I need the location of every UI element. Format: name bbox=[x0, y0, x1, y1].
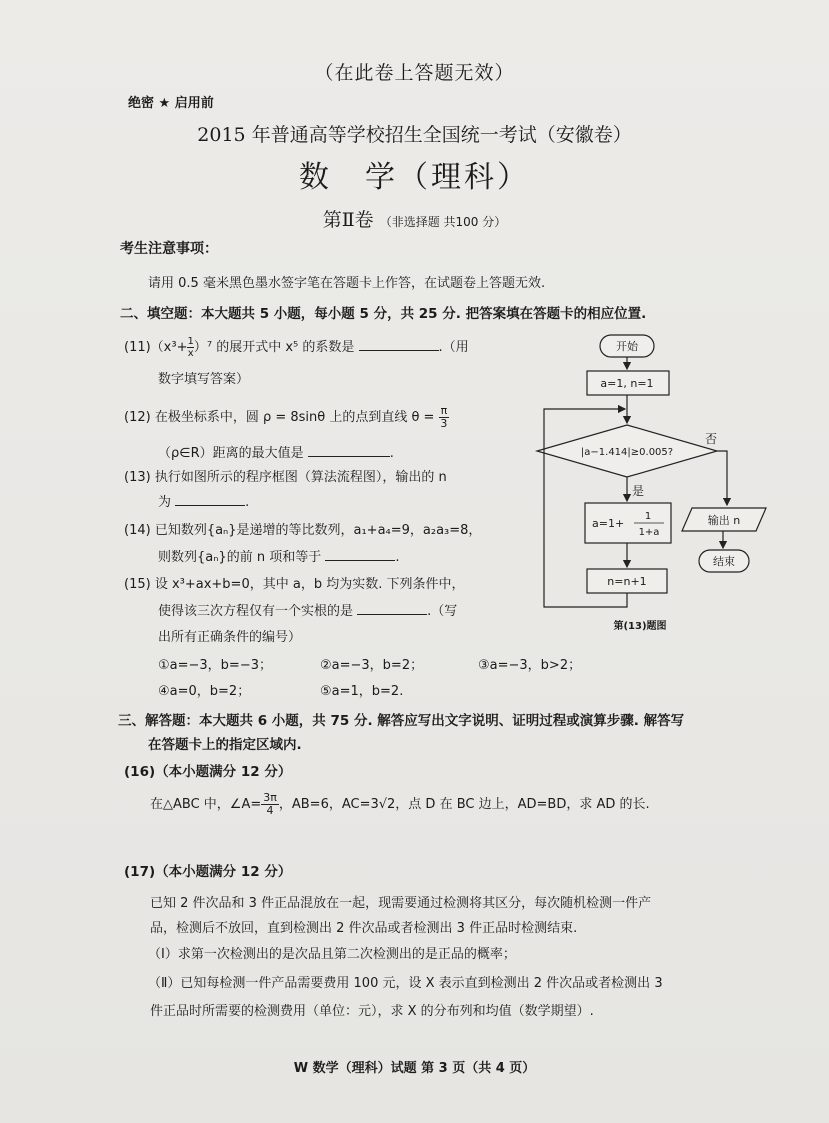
q17-title: (17)（本小题满分 12 分） bbox=[124, 864, 292, 880]
q11-frac-den: x bbox=[187, 348, 194, 359]
question-15: (15) 设 x³+ax+b=0，其中 a，b 均为实数. 下列条件中， bbox=[124, 577, 465, 592]
q16-frac-den: 4 bbox=[266, 804, 274, 817]
q16-frac-num: 3π bbox=[263, 791, 277, 804]
q12-fraction bbox=[439, 405, 450, 430]
notice-heading: 考生注意事项： bbox=[120, 241, 218, 257]
q15-option-1: ①a=−3，b=−3； bbox=[158, 658, 272, 673]
q12-line2 bbox=[158, 442, 394, 461]
q17-line1: 已知 2 件次品和 3 件正品混放在一起，现需要通过检测将其区分，每次随机检测一件产 bbox=[150, 896, 652, 911]
fill-section-heading: 二、填空题：本大题共 5 小题，每小题 5 分，共 25 分. 把答案填在答题卡的相应位置. bbox=[120, 306, 647, 322]
flow-assign-a-text: a=1+ bbox=[592, 517, 625, 530]
q17-part-ii-line2: 件正品时所需要的检测费用（单位：元），求 X 的分布列和均值（数学期望）. bbox=[150, 1004, 594, 1019]
question-13: (13) 执行如图所示的程序框图（算法流程图），输出的 n bbox=[124, 470, 447, 485]
q13-line2 bbox=[158, 491, 249, 510]
q11-line2: 数字填写答案） bbox=[158, 372, 250, 387]
question-14: (14) 已知数列{aₙ}是递增的等比数列，a₁+a₄=9，a₂a₃=8， bbox=[124, 523, 482, 538]
q11-text-c: .（用 bbox=[438, 340, 469, 355]
volume-note: （非选择题 共100 分） bbox=[379, 215, 507, 229]
invalid-note: （在此卷上答题无效） bbox=[314, 62, 515, 84]
page-footer: W 数学（理科）试题 第 3 页（共 4 页） bbox=[293, 1061, 536, 1076]
q15-line2-text: 使得该三次方程仅有一个实根的是 bbox=[158, 604, 354, 619]
q11-text-a: (11)（x³+ bbox=[124, 340, 188, 355]
q16-text-a: 在△ABC 中，∠A= bbox=[150, 797, 262, 812]
q15-option-4: ④a=0，b=2； bbox=[158, 684, 251, 699]
q15-option-5: ⑤a=1，b=2. bbox=[320, 684, 404, 699]
q17-part-i: （Ⅰ）求第一次检测出的是次品且第二次检测出的是正品的概率； bbox=[148, 947, 516, 962]
flow-no-label: 否 bbox=[705, 432, 718, 446]
q12-line2-text: （ρ∈R）距离的最大值是 bbox=[158, 446, 304, 461]
q12-frac-den: 3 bbox=[440, 417, 448, 430]
q13-end: . bbox=[245, 495, 250, 510]
flow-end-text: 结束 bbox=[713, 555, 735, 568]
flow-output-text: 输出 n bbox=[707, 514, 741, 527]
question-11 bbox=[124, 336, 469, 359]
flow-start-text: 开始 bbox=[616, 340, 638, 353]
q14-end: . bbox=[395, 550, 400, 565]
q15-option-3: ③a=−3，b>2； bbox=[478, 658, 582, 673]
q16-fraction bbox=[261, 792, 279, 817]
flow-assign-num: 1 bbox=[644, 511, 652, 522]
q15-blank bbox=[357, 602, 427, 615]
q17-part-ii-line1: （Ⅱ）已知每检测一件产品需要费用 100 元，设 X 表示直到检测出 2 件次品或者检测出 3 bbox=[148, 976, 663, 991]
q13-line2-text: 为 bbox=[158, 495, 172, 510]
q16-title: (16)（本小题满分 12 分） bbox=[124, 764, 292, 780]
volume-title bbox=[0, 205, 829, 232]
question-12 bbox=[124, 405, 449, 430]
solve-section-heading-1: 三、解答题：本大题共 6 小题，共 75 分. 解答应写出文字说明、证明过程或演算步骤. 解答写 bbox=[118, 713, 685, 729]
q14-line2 bbox=[158, 546, 399, 565]
flow-assign-den: 1+a bbox=[638, 527, 660, 538]
flowchart-caption: 第(13)题图 bbox=[613, 621, 667, 632]
subject-title: 数 学（理科） bbox=[299, 160, 530, 195]
secret-label: 绝密 ★ 启用前 bbox=[128, 96, 214, 111]
solve-section-heading-2: 在答题卡上的指定区域内. bbox=[148, 737, 302, 753]
q11-blank bbox=[359, 338, 439, 351]
q15-line2-end: .（写 bbox=[427, 604, 458, 619]
volume-label: 第Ⅱ卷 bbox=[322, 209, 374, 231]
flow-init-text: a=1, n=1 bbox=[600, 377, 654, 390]
notice-text: 请用 0.5 毫米黑色墨水签字笔在答题卡上作答，在试题卷上答题无效. bbox=[148, 276, 546, 291]
q13-blank bbox=[175, 493, 245, 506]
exam-title: 2015 年普通高等学校招生全国统一考试（安徽卷） bbox=[197, 124, 632, 146]
question-16 bbox=[150, 792, 650, 817]
q12-end: . bbox=[389, 446, 394, 461]
q11-frac-num: 1 bbox=[187, 336, 194, 347]
q15-option-2: ②a=−3，b=2； bbox=[320, 658, 424, 673]
q12-blank bbox=[308, 444, 390, 457]
q14-line2-text: 则数列{aₙ}的前 n 项和等于 bbox=[158, 550, 322, 565]
q14-blank bbox=[325, 548, 395, 561]
flowchart bbox=[530, 325, 780, 645]
q16-text-b: ，AB=6，AC=3√2，点 D 在 BC 边上，AD=BD，求 AD 的长. bbox=[278, 797, 650, 812]
q11-text-b: ）⁷ 的展开式中 x⁵ 的系数是 bbox=[193, 340, 355, 355]
q17-line2: 品，检测后不放回，直到检测出 2 件次品或者检测出 3 件正品时检测结束. bbox=[150, 921, 578, 936]
flow-yes-label: 是 bbox=[632, 484, 645, 498]
q15-line3: 出所有正确条件的编号） bbox=[158, 630, 302, 645]
q12-frac-num: π bbox=[440, 404, 448, 417]
q12-text-a: (12) 在极坐标系中，圆 ρ = 8sinθ 上的点到直线 θ = bbox=[124, 410, 435, 425]
q15-line2 bbox=[158, 600, 457, 619]
flow-assign-n-text: n=n+1 bbox=[607, 575, 647, 588]
flow-condition-text: |a−1.414|≥0.005? bbox=[580, 447, 674, 458]
